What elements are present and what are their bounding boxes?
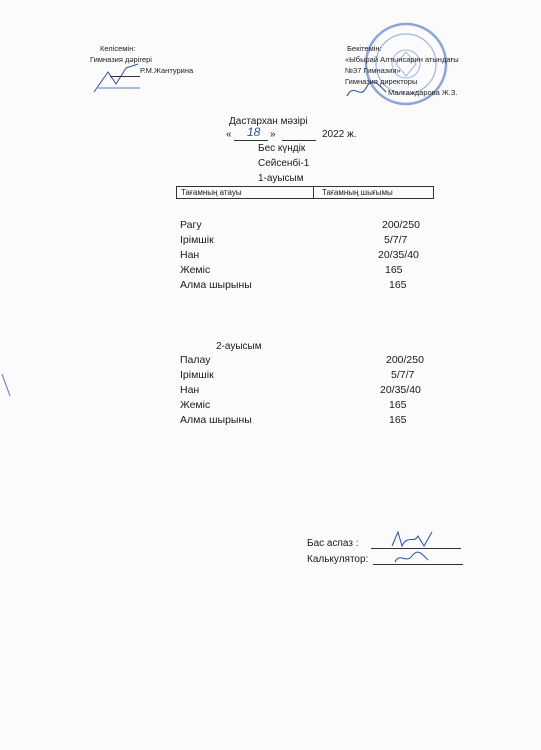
list-item-value: 165	[389, 399, 407, 411]
chef-signature-icon	[388, 528, 440, 552]
approval-right-org-line2: №37 Гимназия»	[345, 66, 401, 75]
menu-day-type: Бес күндік	[258, 143, 306, 154]
margin-mark-icon	[0, 370, 14, 400]
list-item-value: 200/250	[386, 354, 424, 366]
menu-date-year: 2022 ж.	[322, 129, 357, 140]
list-item: Алма шырыны	[180, 414, 252, 426]
date-day-underline	[234, 140, 268, 141]
approval-left-role: Гимназия дәрігері	[90, 55, 152, 64]
list-item: Ірімшік	[180, 369, 214, 381]
menu-title: Дастархан мәзірі	[229, 116, 308, 127]
approval-right-role: Гимназия директоры	[345, 77, 418, 86]
column-header-name: Тағамның атауы	[177, 187, 314, 198]
column-header-yield: Тағамның шығымы	[322, 188, 393, 197]
list-item: Палау	[180, 354, 211, 366]
approval-right-name: Малғаждарова Ж.З.	[388, 88, 458, 97]
list-item: Нан	[180, 384, 200, 396]
menu-weekday: Сейсенбі-1	[258, 158, 310, 169]
approval-right-org-line1: «Ыбырай Алтынсарин атындағы	[345, 55, 459, 64]
list-item-value: 200/250	[382, 219, 420, 231]
list-item-value: 165	[385, 264, 403, 276]
shift2-label: 2-ауысым	[216, 341, 262, 352]
director-signature-icon	[344, 80, 390, 102]
calculator-label: Калькулятор:	[307, 554, 369, 565]
approval-left-title: Келісемін:	[100, 44, 136, 53]
list-item: Жеміс	[180, 264, 211, 276]
doctor-signature-icon	[90, 58, 146, 96]
menu-date-close: »	[270, 129, 276, 140]
list-item-value: 20/35/40	[380, 384, 421, 396]
list-item-value: 20/35/40	[378, 249, 419, 261]
calculator-signature-icon	[392, 550, 432, 566]
approval-right-title: Бекітемін:	[347, 44, 382, 53]
list-item: Рагу	[180, 219, 202, 231]
date-month-underline	[282, 140, 316, 141]
doctor-signature-line	[110, 76, 140, 77]
list-item: Алма шырыны	[180, 279, 252, 291]
list-item-value: 5/7/7	[391, 369, 415, 381]
menu-table-header	[176, 186, 434, 199]
approval-left-name: Р.М.Жантурина	[140, 66, 194, 75]
menu-date-open: «	[226, 129, 232, 140]
list-item: Жеміс	[180, 399, 211, 411]
list-item: Нан	[180, 249, 200, 261]
list-item-value: 165	[389, 414, 407, 426]
shift1-label: 1-ауысым	[258, 173, 304, 184]
menu-date-day: 18	[247, 125, 261, 139]
chef-label: Бас аспаз :	[307, 538, 359, 549]
list-item-value: 5/7/7	[384, 234, 408, 246]
list-item: Ірімшік	[180, 234, 214, 246]
list-item-value: 165	[389, 279, 407, 291]
